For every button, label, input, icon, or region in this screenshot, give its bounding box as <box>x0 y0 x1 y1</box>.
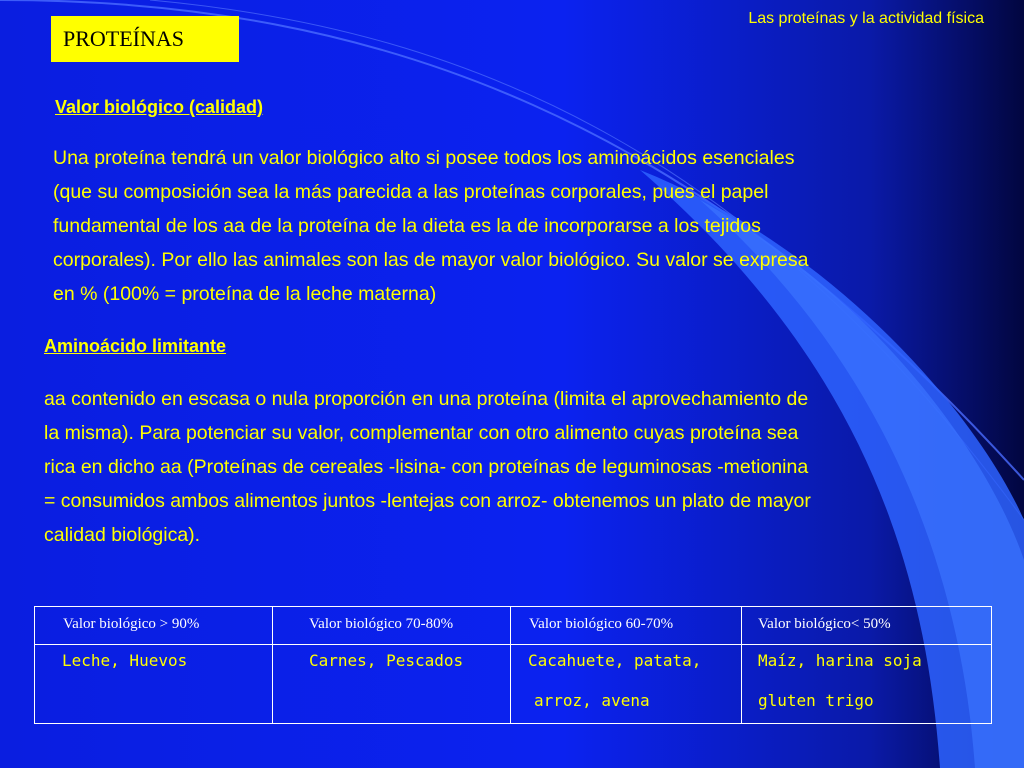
slide-title: PROTEÍNAS <box>51 16 239 62</box>
table-cell <box>273 644 511 723</box>
table-cell <box>511 644 742 723</box>
table-cell-text: arroz, avena <box>534 690 650 710</box>
paragraph-line: = consumidos ambos alimentos juntos -lentejas con arroz- obtenemos un plato de mayor <box>44 490 811 512</box>
paragraph-line: aa contenido en escasa o nula proporción en una proteína (limita el aprovechamiento de <box>44 388 809 410</box>
table-header-text: Valor biológico< 50% <box>758 616 891 632</box>
paragraph-line: Una proteína tendrá un valor biológico alto si posee todos los aminoácidos esenciales <box>53 147 795 169</box>
table-cell-text: Carnes, Pescados <box>309 650 464 670</box>
table-cell <box>742 644 992 723</box>
paragraph-line: la misma). Para potenciar su valor, complementar con otro alimento cuyas proteína sea <box>44 422 799 444</box>
table-cell <box>35 644 273 723</box>
table-row <box>35 644 992 723</box>
table-cell-text: Maíz, harina soja <box>758 650 922 670</box>
table-header-text: Valor biológico 60-70% <box>529 616 674 632</box>
section-heading-valor-biologico: Valor biológico (calidad) <box>55 97 264 117</box>
paragraph-line: (que su composición sea la más parecida a las proteínas corporales, pues el papel <box>53 181 769 203</box>
table-header-text: Valor biológico 70-80% <box>309 616 454 632</box>
table-header-cell <box>511 607 742 645</box>
section-heading-aminoacido-limitante: Aminoácido limitante <box>44 336 227 356</box>
section-paragraph-valor-biologico <box>53 141 983 311</box>
paragraph-line: en % (100% = proteína de la leche materna) <box>53 283 437 305</box>
table-header-row <box>35 607 992 645</box>
paragraph-line: rica en dicho aa (Proteínas de cereales -lisina- con proteínas de leguminosas -metionina <box>44 456 809 478</box>
table-header-cell <box>742 607 992 645</box>
table-header-cell <box>35 607 273 645</box>
paragraph-line: calidad biológica). <box>44 524 201 546</box>
slide-header-note: Las proteínas y la actividad física <box>748 10 984 27</box>
table-cell-text: Cacahuete, patata, <box>528 650 702 670</box>
table-cell-text: gluten trigo <box>758 690 874 710</box>
biological-value-table <box>34 606 992 724</box>
paragraph-line: fundamental de los aa de la proteína de la dieta es la de incorporarse a los tejidos <box>53 215 761 237</box>
paragraph-line: corporales). Por ello las animales son las de mayor valor biológico. Su valor se expresa <box>53 249 809 271</box>
table-cell-text: Leche, Huevos <box>62 650 188 670</box>
table-header-cell <box>273 607 511 645</box>
table-header-text: Valor biológico > 90% <box>63 616 200 632</box>
section-paragraph-aminoacido-limitante <box>44 382 974 552</box>
